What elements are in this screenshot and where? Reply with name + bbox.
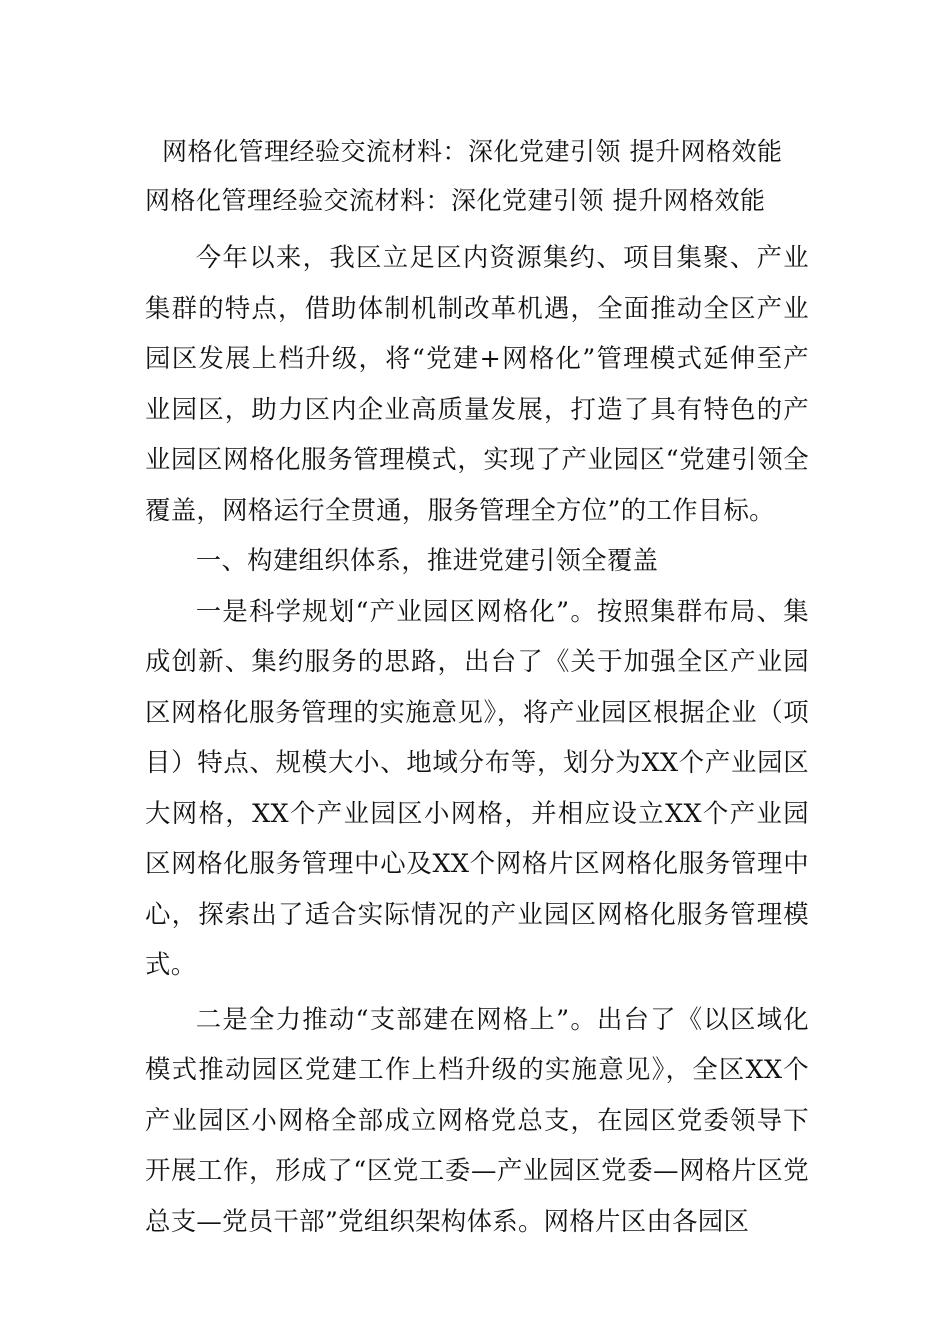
- paragraph-point-1: 一是科学规划“产业园区网格化”。按照集群布局、集成创新、集约服务的思路，出台了《关于加强全区产业园区网格化服务管理的实施意见》，将产业园区根据企业（项目）特点、规模大小、地域分布等，划分为XX个产业园区大网格，XX个产业园区小网格，并相应设立XX个产业园区网格化服务管理中心及XX个网格片区网格化服务管理中心，探索出了适合实际情况的产业园区网格化服务管理模式。: [145, 595, 809, 979]
- document-title-repeat: 网格化管理经验交流材料：深化党建引领 提升网格效能: [145, 186, 766, 215]
- paragraph-point-2: 二是全力推动“支部建在网格上”。出台了《以区域化模式推动园区党建工作上档升级的实施意见》，全区XX个产业园区小网格全部成立网格党总支，在园区党委领导下开展工作，形成了“区党工委—产业园区党委—网格片区党总支—党员干部”党组织架构体系。网格片区由各园区: [145, 1003, 809, 1236]
- document-body: [145, 232, 809, 1246]
- section-heading-1: 一、构建组织体系，推进党建引领全覆盖: [195, 545, 659, 575]
- document-title: 网格化管理经验交流材料：深化党建引领 提升网格效能: [162, 137, 783, 166]
- paragraph-intro: 今年以来，我区立足区内资源集约、项目集聚、产业集群的特点，借助体制机制改革机遇，全面推动全区产业园区发展上档升级，将“党建+网格化”管理模式延伸至产业园区，助力区内企业高质量发展，打造了具有特色的产业园区网格化服务管理模式，实现了产业园区“党建引领全覆盖，网格运行全贯通，服务管理全方位”的工作目标。: [145, 242, 809, 525]
